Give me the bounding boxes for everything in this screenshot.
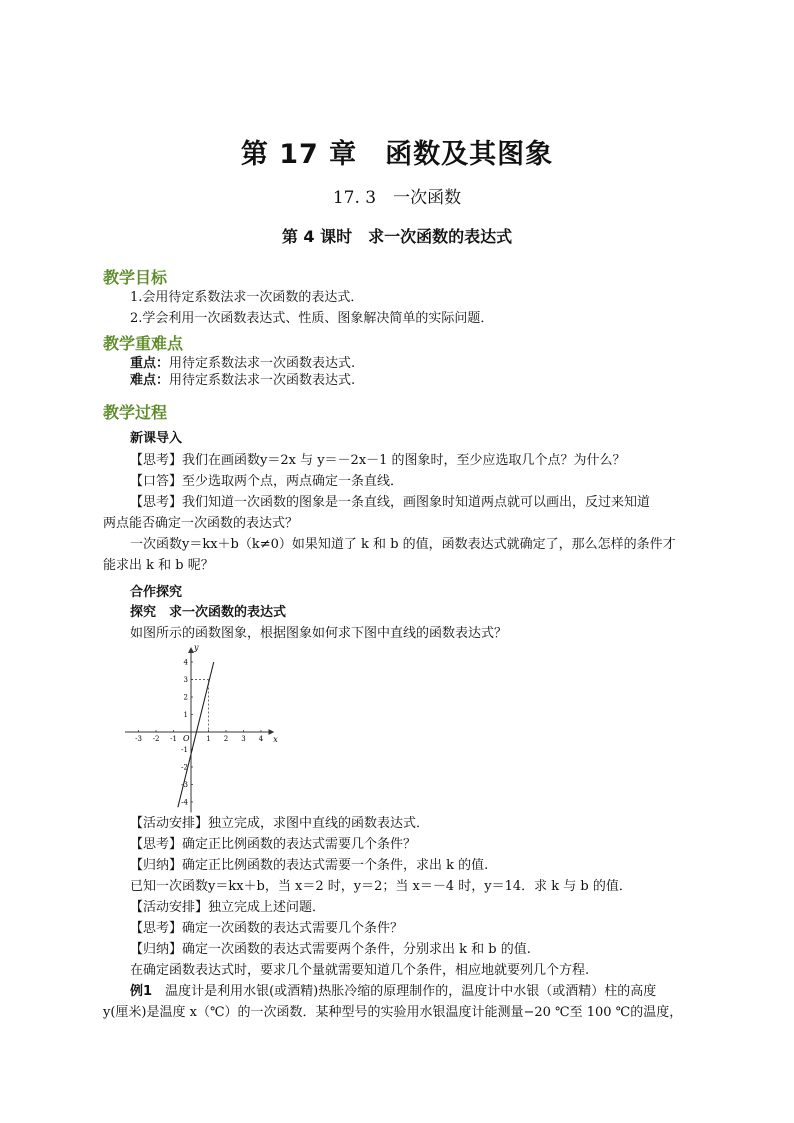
- after-line-6: 【思考】确定一次函数的表达式需要几个条件？: [130, 921, 404, 936]
- x-tick-label: -1: [170, 735, 177, 743]
- section-title: 17. 3 一次函数: [332, 188, 462, 208]
- lesson-title: 第 4 课时 求一次函数的表达式: [281, 227, 513, 246]
- y-tick-label: 4: [183, 658, 188, 667]
- intro-line-5: 一次函数y＝kx＋b（k≠0）如果知道了 k 和 b 的值，函数表达式就确定了，那么怎样的条件才: [130, 537, 676, 552]
- key-point: [130, 355, 355, 373]
- y-axis-label: y: [194, 644, 199, 652]
- x-tick-label: 1: [206, 735, 211, 743]
- after-line-4: 已知一次函数y＝kx＋b，当 x＝2 时，y＝2；当 x＝－4 时，y＝14．求 k 与 b 的值．: [130, 879, 632, 894]
- explore-subtitle: 探究 求一次函数的表达式: [130, 605, 287, 620]
- after-line-7: 【归纳】确定一次函数的表达式需要两个条件，分别求出 k 和 b 的值.: [130, 942, 531, 957]
- chapter-title: 第 17 章 函数及其图象: [240, 139, 554, 170]
- y-tick-label: -1: [181, 746, 188, 754]
- goal-item-2: 2.学会利用一次函数表达式、性质、图象解决简单的实际问题．: [130, 311, 494, 326]
- after-line-1: 【活动安排】独立完成，求图中直线的函数表达式．: [130, 816, 430, 831]
- function-graph: [125, 644, 295, 814]
- y-tick-label: 3: [183, 676, 188, 684]
- x-tick-label: 3: [241, 735, 246, 743]
- after-line-2: 【思考】确定正比例函数的表达式需要几个条件？: [130, 837, 417, 852]
- hard-text: 用待定系数法求一次函数表达式.: [169, 373, 356, 388]
- goal-item-1: 1.会用待定系数法求一次函数的表达式．: [130, 290, 364, 305]
- key-text: 用待定系数法求一次函数表达式.: [169, 356, 356, 371]
- y-tick-label: -2: [181, 763, 188, 772]
- example-line-1: [130, 983, 656, 1001]
- intro-title: 新课导入: [130, 431, 183, 446]
- intro-line-2: 【口答】至少选取两个点，两点确定一条直线．: [130, 474, 404, 489]
- intro-line-3: 【思考】我们知道一次函数的图象是一条直线，画图象时知道两点就可以画出，反过来知道: [130, 495, 651, 510]
- example-text-1: 温度计是利用水银(或酒精)热胀冷缩的原理制作的，温度计中水银（或酒精）柱的高度: [165, 984, 657, 999]
- key-label: 重点：: [130, 356, 170, 371]
- x-tick-label: -2: [152, 735, 160, 743]
- after-line-3: 【归纳】确定正比例函数的表达式需要一个条件，求出 k 的值.: [130, 858, 489, 873]
- x-tick-label: 2: [223, 735, 229, 743]
- x-tick-label: -3: [135, 735, 142, 743]
- hard-label: 难点：: [130, 373, 170, 388]
- process-heading: 教学过程: [103, 403, 168, 422]
- y-tick-label: -3: [181, 781, 188, 789]
- y-tick-label: 2: [183, 693, 188, 702]
- y-tick-label: 1: [183, 711, 188, 719]
- after-line-5: 【活动安排】独立完成上述问题．: [130, 900, 326, 915]
- example-line-2: y(厘米)是温度 x（℃）的一次函数．某种型号的实验用水银温度计能测量−20 ℃至 100 ℃的温度，: [103, 1005, 683, 1020]
- origin-label: O: [183, 734, 190, 743]
- intro-line-4: 两点能否确定一次函数的表达式？: [103, 516, 299, 531]
- intro-line-6: 能求出 k 和 b 呢？: [103, 558, 214, 573]
- explore-question: 如图所示的函数图象，根据图象如何求下图中直线的函数表达式？: [130, 626, 508, 641]
- keypoints-heading: 教学重难点: [103, 334, 184, 353]
- x-axis-label: x: [273, 735, 278, 744]
- x-tick-label: 4: [258, 735, 264, 743]
- after-line-8: 在确定函数表达式时，要求几个量就需要知道几个条件，相应地就要列几个方程.: [130, 963, 590, 978]
- y-tick-label: -4: [181, 798, 188, 807]
- explore-title: 合作探究: [130, 585, 183, 600]
- hard-point: [130, 372, 355, 390]
- intro-line-1: 【思考】我们在画函数y＝2x 与 y＝－2x－1 的图象时，至少应选取几个点？为什么？: [130, 453, 626, 468]
- example-label: 例1: [130, 984, 153, 999]
- goals-heading: 教学目标: [103, 268, 168, 287]
